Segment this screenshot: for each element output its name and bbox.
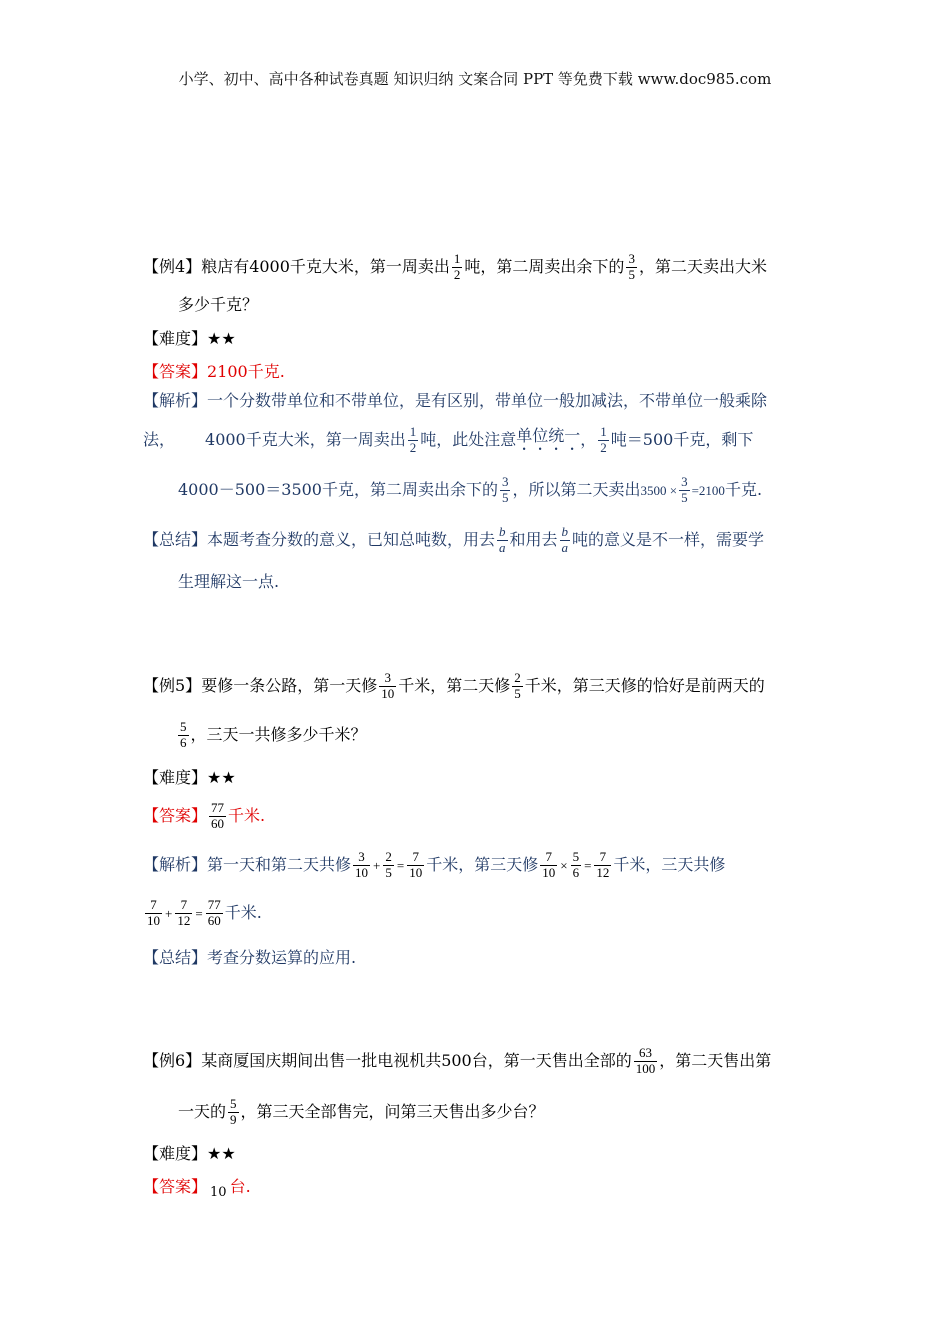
difficulty-stars: ★★ — [207, 768, 236, 787]
ex5-difficulty — [143, 770, 236, 786]
answer-text: 千米. — [228, 806, 266, 826]
denominator: 5 — [501, 489, 509, 505]
numerator: 3 — [358, 849, 365, 864]
ex4-a3c: 3500 × — [640, 482, 678, 498]
answer-text: 台. — [229, 1177, 251, 1196]
ex5-analysis-line2 — [143, 898, 262, 929]
numerator: b — [561, 524, 569, 539]
ex4-s1b: 和用去 — [509, 530, 558, 550]
ex4-summary-line2 — [178, 574, 279, 590]
numerator: 1 — [409, 424, 417, 439]
plus-sign: + — [373, 857, 381, 873]
numerator: 7 — [150, 897, 157, 912]
answer-tag: 【答案】 — [143, 806, 208, 826]
ex4-a3d: =2100 — [691, 482, 725, 498]
ex6-answer — [143, 1177, 251, 1200]
ex6-q2a: 一天的 — [178, 1102, 227, 1122]
fraction — [634, 1046, 658, 1077]
fraction — [626, 252, 637, 283]
denominator: 10 — [409, 864, 423, 880]
numerator: 3 — [628, 251, 635, 266]
summary-tag: 【总结】 — [143, 948, 208, 967]
plus-sign: + — [165, 905, 173, 921]
fraction — [145, 898, 162, 929]
ex5-a1a: 第一天和第二天共修 — [207, 855, 352, 875]
ex5-question-line2 — [176, 720, 367, 751]
ex4-a2b: 4000千克大米，第一周卖出 — [205, 430, 406, 450]
ex4-s1a: 本题考查分数的意义，已知总吨数，用去 — [207, 530, 496, 550]
analysis-tag: 【解析】 — [143, 391, 208, 410]
denominator: 6 — [572, 864, 580, 880]
ex4-s1c: 吨的意义是不一样，需要学 — [572, 530, 765, 550]
ex4-q1c: ，第二天卖出大米 — [638, 257, 767, 277]
analysis-tag: 【解析】 — [143, 855, 208, 875]
ex6-q2b: ，第三天全部售完，问第三天售出多少台？ — [240, 1102, 545, 1122]
ex4-analysis-line3 — [178, 475, 762, 506]
fraction — [512, 671, 523, 702]
denominator: 60 — [207, 912, 221, 928]
numerator: 77 — [211, 800, 225, 815]
ex4-difficulty — [143, 331, 236, 347]
ex4-summary-line1 — [143, 525, 764, 556]
denominator: 60 — [211, 815, 225, 831]
fraction — [408, 425, 419, 456]
ex5-tag: 【例5】 — [143, 676, 202, 696]
equals-sign: = — [396, 857, 405, 873]
denominator: 2 — [600, 439, 607, 455]
fraction — [497, 525, 508, 556]
ex4-analysis-line2 — [143, 425, 753, 456]
fraction — [228, 1097, 239, 1128]
times-sign: × — [560, 857, 568, 873]
ex4-a1: 一个分数带单位和不带单位，是有区别，带单位一般加减法，不带单位一般乘除 — [207, 391, 768, 410]
fraction — [540, 850, 557, 881]
ex5-question-line1 — [143, 671, 765, 702]
fraction — [383, 850, 394, 881]
ex4-a3a: 4000－500＝3500千克，第二周卖出余下的 — [178, 480, 498, 500]
emphasis-text: 单位统一 — [516, 426, 581, 446]
numerator: 3 — [384, 670, 391, 685]
fraction — [560, 525, 571, 556]
denominator: 5 — [628, 266, 635, 282]
numerator: b — [499, 524, 506, 539]
ex4-q1a: 粮店有4000千克大米，第一周卖出 — [201, 257, 450, 277]
denominator: 12 — [177, 912, 191, 928]
numerator: 5 — [180, 719, 187, 734]
answer-tag: 【答案】 — [143, 1177, 208, 1196]
ex5-q2: ，三天一共修多少千米？ — [190, 725, 367, 745]
ex4-analysis-line1 — [143, 393, 767, 409]
ex4-a2c: 吨，此处注意 — [420, 430, 517, 450]
fraction — [452, 252, 463, 283]
ex5-s1: 考查分数运算的应用. — [207, 948, 357, 967]
numerator: 7 — [412, 849, 419, 864]
ex5-answer — [143, 801, 265, 832]
fraction — [353, 850, 370, 881]
ex5-q1a: 要修一条公路，第一天修 — [201, 676, 378, 696]
ex4-a3e: 千克. — [724, 480, 763, 500]
ex6-tag: 【例6】 — [143, 1051, 202, 1071]
denominator: a — [499, 539, 506, 555]
denominator: 10 — [355, 864, 369, 880]
ex4-s2: 生理解这一点. — [178, 572, 280, 591]
numerator: 2 — [514, 670, 521, 685]
numerator: 77 — [207, 897, 221, 912]
ex4-question-line1 — [143, 252, 767, 283]
numerator: 63 — [638, 1045, 652, 1060]
ex4-a2d: ， — [580, 430, 597, 450]
ex6-question-line1 — [143, 1046, 771, 1077]
denominator: 5 — [514, 685, 521, 701]
denominator: 9 — [230, 1111, 237, 1127]
fraction — [594, 850, 611, 881]
fraction — [598, 425, 609, 456]
answer-text: 2100千克. — [207, 362, 285, 381]
difficulty-tag: 【难度】 — [143, 329, 208, 348]
denominator: 10 — [147, 912, 160, 928]
ex4-a2a: 法， — [143, 430, 176, 450]
denominator: a — [561, 539, 569, 555]
ex5-a1c: 千米，三天共修 — [613, 855, 726, 875]
fraction — [178, 720, 189, 751]
ex5-analysis-line1 — [143, 850, 725, 881]
fraction — [571, 850, 582, 881]
denominator: 2 — [409, 439, 417, 455]
difficulty-stars: ★★ — [207, 1144, 236, 1163]
numerator: 5 — [572, 849, 580, 864]
ex6-q1a: 某商厦国庆期间出售一批电视机共500台，第一天售出全部的 — [201, 1051, 632, 1071]
ex5-summary — [143, 950, 356, 966]
answer-number: 10 — [210, 1184, 227, 1200]
ex5-a2: 千米. — [224, 903, 262, 923]
fraction — [679, 475, 690, 506]
equals-sign: = — [584, 857, 592, 873]
answer-tag: 【答案】 — [143, 362, 208, 381]
fraction — [206, 898, 223, 929]
ex6-q1b: ，第二天售出第 — [659, 1051, 772, 1071]
ex4-a3b: ，所以第二天卖出 — [512, 480, 641, 500]
numerator: 3 — [681, 474, 688, 489]
ex5-a1b: 千米，第三天修 — [426, 855, 539, 875]
denominator: 2 — [453, 266, 461, 282]
ex4-q1b: 吨，第二周卖出余下的 — [464, 257, 625, 277]
denominator: 100 — [635, 1060, 656, 1076]
ex4-a2e: 吨＝500千克，剩下 — [610, 430, 754, 450]
denominator: 12 — [596, 864, 610, 880]
denominator: 5 — [681, 489, 688, 505]
numerator: 5 — [230, 1096, 237, 1111]
fraction — [500, 475, 511, 506]
numerator: 7 — [180, 897, 188, 912]
denominator: 10 — [542, 864, 556, 880]
denominator: 10 — [381, 685, 395, 701]
page-header: 小学、初中、高中各种试卷真题 知识归纳 文案合同 PPT 等免费下载 www.doc985.com — [178, 70, 772, 88]
difficulty-stars: ★★ — [207, 329, 236, 348]
ex4-answer — [143, 364, 285, 380]
numerator: 2 — [385, 849, 392, 864]
numerator: 1 — [453, 251, 461, 266]
numerator: 1 — [600, 424, 607, 439]
ex5-q1b: 千米，第二天修 — [398, 676, 511, 696]
fraction — [407, 850, 424, 881]
ex4-tag: 【例4】 — [143, 257, 202, 277]
denominator: 6 — [180, 734, 187, 750]
summary-tag: 【总结】 — [143, 530, 208, 550]
fraction — [175, 898, 192, 929]
ex4-question-line2 — [178, 297, 258, 313]
ex4-q2: 多少千克？ — [178, 295, 259, 314]
denominator: 5 — [385, 864, 392, 880]
numerator: 3 — [501, 474, 509, 489]
numerator: 7 — [599, 849, 607, 864]
difficulty-tag: 【难度】 — [143, 768, 208, 787]
fraction — [209, 801, 226, 832]
ex5-q1c: 千米，第三天修的恰好是前两天的 — [524, 676, 765, 696]
fraction — [379, 671, 396, 702]
ex6-difficulty — [143, 1146, 236, 1162]
equals-sign: = — [195, 905, 203, 921]
ex6-question-line2 — [178, 1097, 545, 1128]
numerator: 7 — [545, 849, 552, 864]
difficulty-tag: 【难度】 — [143, 1144, 208, 1163]
